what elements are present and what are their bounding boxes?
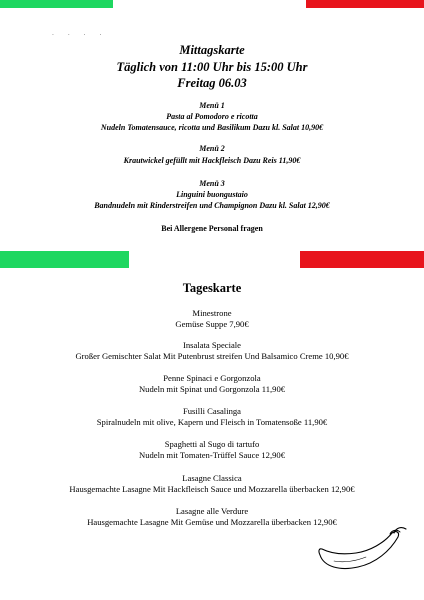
tages-item-1-name: Minestrone — [192, 308, 232, 318]
flag-bar-red-middle — [300, 251, 424, 268]
menu-3-description: Bandnudeln mit Rinderstreifen und Champignon Dazu kl. Salat 12,90€ — [94, 201, 330, 210]
tages-item-7-description: Hausgemachte Lasagne Mit Gemüse und Mozzarella überbacken 12,90€ — [87, 517, 337, 527]
flag-bar-red-top — [306, 0, 424, 8]
allergen-note: Bei Allergene Personal fragen — [161, 224, 263, 233]
tages-item-4-name: Fusilli Casalinga — [182, 406, 241, 416]
tages-item-7-name: Lasagne alle Verdure — [175, 506, 249, 516]
menu-3-name: Menü 3 — [199, 179, 225, 188]
tages-item-2-description: Großer Gemischter Salat Mit Putenbrust streifen Und Balsamico Creme 10,90€ — [75, 351, 349, 361]
menu-1-name: Menü 1 — [199, 101, 225, 110]
tageskarte-title: Tageskarte — [182, 281, 242, 295]
mittagskarte-title: Mittagskarte — [179, 43, 245, 57]
tages-item-6-description: Hausgemachte Lasagne Mit Hackfleisch Sauce und Mozzarella überbacken 12,90€ — [69, 484, 355, 494]
menu-1-dish: Pasta al Pomodoro e ricotta — [166, 112, 258, 121]
menu-2-name: Menü 2 — [199, 144, 225, 153]
tages-item-3-name: Penne Spinaci e Gorgonzola — [163, 373, 261, 383]
chili-pepper-icon — [318, 523, 410, 573]
mittagskarte-date: Freitag 06.03 — [177, 76, 247, 90]
menu-1-description: Nudeln Tomatensauce, ricotta und Basilikum Dazu kl. Salat 10,90€ — [100, 123, 324, 132]
tages-item-5-name: Spaghetti al Sugo di tartufo — [164, 439, 260, 449]
tages-item-6-name: Lasagne Classica — [182, 473, 242, 483]
tages-item-3-description: Nudeln mit Spinat und Gorgonzola 11,90€ — [138, 384, 286, 394]
tages-item-4-description: Spiralnudeln mit olive, Kapern und Fleisch in Tomatensoße 11,90€ — [96, 417, 328, 427]
tages-item-5-description: Nudeln mit Tomaten-Trüffel Sauce 12,90€ — [138, 450, 286, 460]
flag-bar-green-middle — [0, 251, 129, 268]
menu-2-description: Krautwickel gefüllt mit Hackfleisch Dazu Reis 11,90€ — [123, 156, 301, 165]
mittagskarte-hours: Täglich von 11:00 Uhr bis 15:00 Uhr — [116, 60, 308, 74]
tages-item-1-description: Gemüse Suppe 7,90€ — [175, 319, 249, 329]
tages-item-2-name: Insalata Speciale — [183, 340, 241, 350]
menu-3-dish: Linguini buongustaio — [176, 190, 248, 199]
flag-bar-green-top — [0, 0, 113, 8]
speck-marks: . . . . — [52, 30, 108, 37]
